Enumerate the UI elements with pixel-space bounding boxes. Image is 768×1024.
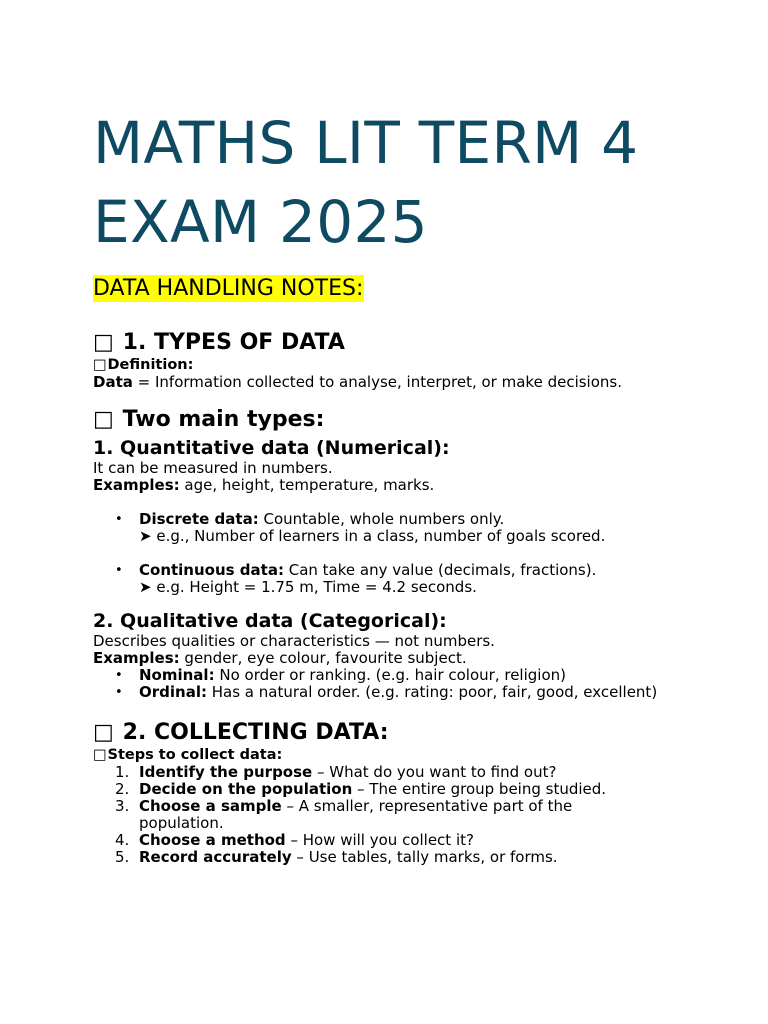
list-item xyxy=(93,562,733,596)
document-content xyxy=(93,104,733,866)
step-text: – How will you collect it? xyxy=(285,831,474,849)
examples-text: gender, eye colour, favourite subject. xyxy=(179,649,467,667)
list-item xyxy=(93,667,733,684)
bullet-icon: • xyxy=(115,563,123,578)
definition-label: Definition: xyxy=(107,357,194,373)
bullet-example: ➤ e.g. Height = 1.75 m, Time = 4.2 seconds. xyxy=(139,578,477,596)
missing-glyph-icon: □ xyxy=(93,747,107,763)
step-number: 4. xyxy=(115,831,130,849)
step-text: – The entire group being studied. xyxy=(352,780,607,798)
list-item xyxy=(93,849,733,866)
examples-text: age, height, temperature, marks. xyxy=(179,476,435,494)
section-types-heading xyxy=(93,329,733,357)
bullet-example: ➤ e.g., Number of learners in a class, number of goals scored. xyxy=(139,527,606,545)
bullet-icon: • xyxy=(115,685,123,700)
step-label: Choose a method xyxy=(139,831,286,849)
section-collecting-title: 2. COLLECTING DATA: xyxy=(122,720,389,745)
step-text: – Use tables, tally marks, or forms. xyxy=(291,848,558,866)
step-number: 1. xyxy=(115,763,130,781)
missing-glyph-icon: □ xyxy=(93,407,114,432)
step-number: 2. xyxy=(115,780,130,798)
qualitative-examples xyxy=(93,650,733,667)
step-number: 3. xyxy=(115,797,130,815)
bullet-label: Nominal: xyxy=(139,666,215,684)
section-types-title: 1. TYPES OF DATA xyxy=(122,330,345,355)
bullet-text: No order or ranking. (e.g. hair colour, religion) xyxy=(214,666,566,684)
step-text: – A smaller, representative part of the xyxy=(281,797,573,815)
missing-glyph-icon: □ xyxy=(93,720,114,745)
steps-label-line xyxy=(93,747,733,764)
bullet-text: Has a natural order. (e.g. rating: poor, fair, good, excellent) xyxy=(206,683,658,701)
list-item xyxy=(93,832,733,849)
list-item xyxy=(93,781,733,798)
bullet-label: Continuous data: xyxy=(139,561,284,579)
qualitative-heading: 2. Qualitative data (Categorical): xyxy=(93,610,447,632)
step-label: Choose a sample xyxy=(139,797,282,815)
collecting-steps xyxy=(93,764,733,866)
missing-glyph-icon: □ xyxy=(93,330,114,355)
step-continuation: population. xyxy=(139,814,224,832)
steps-label: Steps to collect data: xyxy=(107,747,283,763)
list-item xyxy=(93,764,733,781)
quantitative-heading: 1. Quantitative data (Numerical): xyxy=(93,437,450,459)
list-item xyxy=(93,798,733,832)
definition-label-line xyxy=(93,357,733,374)
examples-label: Examples: xyxy=(93,476,180,494)
qualitative-bullets xyxy=(93,667,733,701)
title-line-1: MATHS LIT TERM 4 xyxy=(93,109,639,177)
step-label: Decide on the population xyxy=(139,780,353,798)
bullet-text: Can take any value (decimals, fractions). xyxy=(283,561,597,579)
quantitative-desc: It can be measured in numbers. xyxy=(93,459,333,477)
two-types-heading xyxy=(93,406,733,434)
bullet-label: Ordinal: xyxy=(139,683,207,701)
list-item xyxy=(93,511,733,545)
step-label: Record accurately xyxy=(139,848,292,866)
bullet-icon: • xyxy=(115,668,123,683)
examples-label: Examples: xyxy=(93,649,180,667)
bullet-text: Countable, whole numbers only. xyxy=(258,510,505,528)
missing-glyph-icon: □ xyxy=(93,357,107,373)
quantitative-bullets xyxy=(93,511,733,596)
highlighted-heading: DATA HANDLING NOTES: xyxy=(93,276,364,301)
bullet-label: Discrete data: xyxy=(139,510,259,528)
bullet-icon: • xyxy=(115,512,123,527)
definition-term: Data xyxy=(93,373,133,391)
highlight-heading-wrap xyxy=(93,276,733,306)
title-line-2: EXAM 2025 xyxy=(93,188,428,256)
qualitative-desc: Describes qualities or characteristics — not numbers. xyxy=(93,632,495,650)
definition-text xyxy=(93,374,733,391)
quantitative-examples xyxy=(93,477,733,494)
two-types-title: Two main types: xyxy=(122,407,325,432)
step-text: – What do you want to find out? xyxy=(312,763,557,781)
step-number: 5. xyxy=(115,848,130,866)
definition-body: = Information collected to analyse, interpret, or make decisions. xyxy=(132,373,622,391)
document-title xyxy=(93,104,733,262)
list-item xyxy=(93,684,733,701)
section-collecting-heading xyxy=(93,719,733,747)
step-label: Identify the purpose xyxy=(139,763,313,781)
